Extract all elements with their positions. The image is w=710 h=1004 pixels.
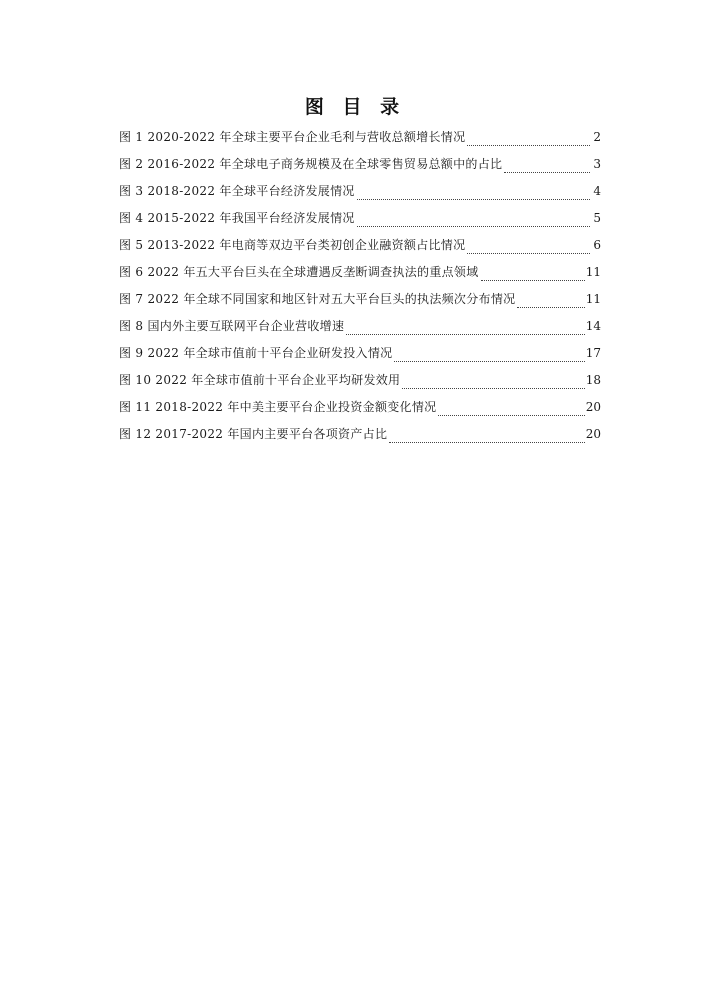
toc-entry-label: 图 2 2016-2022 年全球电子商务规模及在全球零售贸易总额中的占比 bbox=[119, 157, 503, 171]
toc-leader-dots bbox=[467, 144, 590, 146]
toc-entry-label: 图 5 2013-2022 年电商等双边平台类初创企业融资额占比情况 bbox=[119, 238, 466, 252]
toc-entry[interactable] bbox=[119, 316, 601, 343]
toc-entry-page: 3 bbox=[593, 157, 601, 171]
toc-leader-dots bbox=[402, 387, 584, 389]
toc-leader-dots bbox=[389, 441, 584, 443]
toc-entry[interactable] bbox=[119, 127, 601, 154]
toc-entry-page: 20 bbox=[585, 400, 601, 414]
toc-entry-page: 20 bbox=[585, 427, 601, 441]
toc-entry[interactable] bbox=[119, 208, 601, 235]
toc-entry[interactable] bbox=[119, 343, 601, 370]
toc-leader-dots bbox=[467, 252, 590, 254]
toc-entry-label: 图 8 国内外主要互联网平台企业营收增速 bbox=[119, 319, 345, 333]
toc-entry[interactable] bbox=[119, 262, 601, 289]
toc-leader-dots bbox=[438, 414, 584, 416]
toc-leader-dots bbox=[357, 225, 590, 227]
toc-entry-label: 图 11 2018-2022 年中美主要平台企业投资金额变化情况 bbox=[119, 400, 437, 414]
toc-leader-dots bbox=[481, 279, 585, 281]
toc-entry-label: 图 12 2017-2022 年国内主要平台各项资产占比 bbox=[119, 427, 388, 441]
toc-entry[interactable] bbox=[119, 289, 601, 316]
toc-entry[interactable] bbox=[119, 235, 601, 262]
toc-entry-label: 图 1 2020-2022 年全球主要平台企业毛利与营收总额增长情况 bbox=[119, 130, 466, 144]
toc-entry-page: 2 bbox=[593, 130, 601, 144]
toc-entry[interactable] bbox=[119, 370, 601, 397]
toc-entry-page: 4 bbox=[593, 184, 601, 198]
toc-entry-page: 11 bbox=[585, 292, 601, 306]
toc-entry-label: 图 3 2018-2022 年全球平台经济发展情况 bbox=[119, 184, 355, 198]
toc-entry[interactable] bbox=[119, 154, 601, 181]
toc-entry-label: 图 10 2022 年全球市值前十平台企业平均研发效用 bbox=[119, 373, 401, 387]
toc-entry-page: 17 bbox=[585, 346, 601, 360]
toc-list bbox=[119, 127, 601, 451]
toc-entry[interactable] bbox=[119, 397, 601, 424]
toc-leader-dots bbox=[357, 198, 590, 200]
toc-entry-label: 图 9 2022 年全球市值前十平台企业研发投入情况 bbox=[119, 346, 393, 360]
toc-entry-page: 5 bbox=[593, 211, 601, 225]
toc-entry-page: 11 bbox=[585, 265, 601, 279]
toc-leader-dots bbox=[517, 306, 584, 308]
toc-entry-label: 图 6 2022 年五大平台巨头在全球遭遇反垄断调查执法的重点领域 bbox=[119, 265, 479, 279]
toc-entry-page: 18 bbox=[585, 373, 601, 387]
toc-leader-dots bbox=[504, 171, 590, 173]
toc-entry-page: 6 bbox=[593, 238, 601, 252]
toc-leader-dots bbox=[394, 360, 584, 362]
toc-leader-dots bbox=[346, 333, 584, 335]
toc-entry-page: 14 bbox=[585, 319, 601, 333]
toc-entry[interactable] bbox=[119, 424, 601, 451]
toc-title: 图 目 录 bbox=[304, 96, 406, 118]
toc-entry-label: 图 7 2022 年全球不同国家和地区针对五大平台巨头的执法频次分布情况 bbox=[119, 292, 516, 306]
toc-entry-label: 图 4 2015-2022 年我国平台经济发展情况 bbox=[119, 211, 355, 225]
toc-entry[interactable] bbox=[119, 181, 601, 208]
